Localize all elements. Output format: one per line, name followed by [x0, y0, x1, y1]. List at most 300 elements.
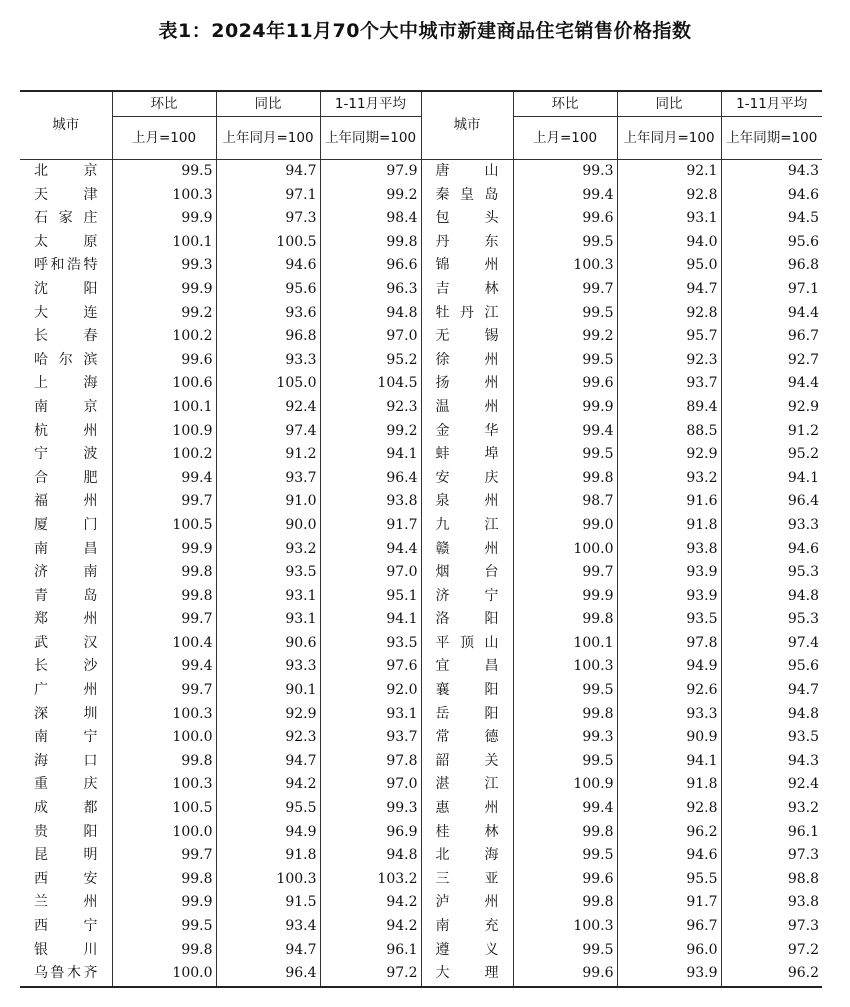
left-yoy-cell: 105.0 — [216, 372, 320, 396]
table-title: 表1：2024年11月70个大中城市新建商品住宅销售价格指数 — [158, 20, 692, 42]
header-yoy-base-left: 上年同月=100 — [216, 117, 320, 160]
right-avg-cell: 95.6 — [721, 231, 822, 255]
left-yoy-cell: 92.3 — [216, 726, 320, 750]
left-city-cell: 郑州 — [20, 608, 112, 632]
right-yoy-cell: 96.7 — [617, 915, 721, 939]
table-row — [20, 915, 822, 939]
table-row — [20, 939, 822, 963]
left-mom-cell: 99.9 — [112, 207, 216, 231]
left-yoy-cell: 93.3 — [216, 349, 320, 373]
left-mom-cell: 100.9 — [112, 420, 216, 444]
right-city-cell: 惠州 — [421, 797, 513, 821]
header-mom-left: 环比 — [112, 91, 216, 117]
header-city-left: 城市 — [20, 91, 112, 160]
left-yoy-cell: 94.2 — [216, 773, 320, 797]
right-avg-cell: 96.8 — [721, 254, 822, 278]
right-mom-cell: 99.2 — [513, 325, 617, 349]
left-yoy-cell: 96.8 — [216, 325, 320, 349]
left-city-cell: 哈尔滨 — [20, 349, 112, 373]
right-city-cell: 常德 — [421, 726, 513, 750]
right-yoy-cell: 93.9 — [617, 962, 721, 987]
left-mom-cell: 100.3 — [112, 703, 216, 727]
right-mom-cell: 99.6 — [513, 207, 617, 231]
left-avg-cell: 96.9 — [320, 821, 421, 845]
right-mom-cell: 99.5 — [513, 844, 617, 868]
right-mom-cell: 99.8 — [513, 608, 617, 632]
right-mom-cell: 99.8 — [513, 891, 617, 915]
table-row — [20, 420, 822, 444]
right-city-cell: 温州 — [421, 396, 513, 420]
left-mom-cell: 99.7 — [112, 608, 216, 632]
header-yoy-base-right: 上年同月=100 — [617, 117, 721, 160]
right-avg-cell: 97.4 — [721, 632, 822, 656]
left-avg-cell: 96.4 — [320, 467, 421, 491]
left-mom-cell: 100.5 — [112, 797, 216, 821]
right-yoy-cell: 92.8 — [617, 302, 721, 326]
table-row — [20, 160, 822, 184]
left-avg-cell: 94.1 — [320, 608, 421, 632]
right-yoy-cell: 92.8 — [617, 797, 721, 821]
right-city-cell: 唐山 — [421, 160, 513, 184]
left-city-cell: 太原 — [20, 231, 112, 255]
left-avg-cell: 93.5 — [320, 632, 421, 656]
right-city-cell: 北海 — [421, 844, 513, 868]
left-yoy-cell: 93.3 — [216, 655, 320, 679]
right-city-cell: 徐州 — [421, 349, 513, 373]
left-yoy-cell: 94.6 — [216, 254, 320, 278]
left-mom-cell: 100.1 — [112, 396, 216, 420]
left-mom-cell: 99.8 — [112, 750, 216, 774]
right-city-cell: 襄阳 — [421, 679, 513, 703]
right-city-cell: 桂林 — [421, 821, 513, 845]
left-mom-cell: 100.2 — [112, 325, 216, 349]
right-yoy-cell: 93.8 — [617, 538, 721, 562]
right-avg-cell: 93.5 — [721, 726, 822, 750]
right-avg-cell: 97.3 — [721, 915, 822, 939]
table-row — [20, 396, 822, 420]
left-avg-cell: 95.2 — [320, 349, 421, 373]
right-mom-cell: 99.6 — [513, 372, 617, 396]
left-yoy-cell: 90.0 — [216, 514, 320, 538]
right-mom-cell: 99.5 — [513, 231, 617, 255]
left-mom-cell: 100.4 — [112, 632, 216, 656]
left-city-cell: 兰州 — [20, 891, 112, 915]
right-yoy-cell: 94.0 — [617, 231, 721, 255]
right-avg-cell: 95.6 — [721, 655, 822, 679]
right-city-cell: 牡丹江 — [421, 302, 513, 326]
left-mom-cell: 99.5 — [112, 915, 216, 939]
right-avg-cell: 92.7 — [721, 349, 822, 373]
right-avg-cell: 94.6 — [721, 184, 822, 208]
right-avg-cell: 92.4 — [721, 773, 822, 797]
left-avg-cell: 98.4 — [320, 207, 421, 231]
right-mom-cell: 100.3 — [513, 254, 617, 278]
left-mom-cell: 99.6 — [112, 349, 216, 373]
right-city-cell: 泸州 — [421, 891, 513, 915]
left-yoy-cell: 97.3 — [216, 207, 320, 231]
right-mom-cell: 99.3 — [513, 726, 617, 750]
table-header — [20, 91, 822, 160]
right-avg-cell: 96.7 — [721, 325, 822, 349]
right-yoy-cell: 94.9 — [617, 655, 721, 679]
left-yoy-cell: 93.6 — [216, 302, 320, 326]
right-avg-cell: 94.8 — [721, 703, 822, 727]
right-city-cell: 平顶山 — [421, 632, 513, 656]
right-yoy-cell: 93.5 — [617, 608, 721, 632]
right-yoy-cell: 95.7 — [617, 325, 721, 349]
table-row — [20, 278, 822, 302]
left-city-cell: 大连 — [20, 302, 112, 326]
table-row — [20, 962, 822, 987]
left-yoy-cell: 90.6 — [216, 632, 320, 656]
right-mom-cell: 99.9 — [513, 585, 617, 609]
right-mom-cell: 98.7 — [513, 490, 617, 514]
right-avg-cell: 95.3 — [721, 608, 822, 632]
left-city-cell: 南昌 — [20, 538, 112, 562]
table-row — [20, 585, 822, 609]
left-avg-cell: 92.3 — [320, 396, 421, 420]
left-avg-cell: 97.9 — [320, 160, 421, 184]
left-yoy-cell: 95.6 — [216, 278, 320, 302]
left-avg-cell: 94.1 — [320, 443, 421, 467]
left-yoy-cell: 93.4 — [216, 915, 320, 939]
table-row — [20, 750, 822, 774]
left-avg-cell: 94.2 — [320, 891, 421, 915]
header-mom-base-left: 上月=100 — [112, 117, 216, 160]
right-mom-cell: 100.3 — [513, 915, 617, 939]
right-yoy-cell: 91.6 — [617, 490, 721, 514]
table-row — [20, 608, 822, 632]
table-row — [20, 703, 822, 727]
table-row — [20, 467, 822, 491]
left-yoy-cell: 94.7 — [216, 160, 320, 184]
left-city-cell: 呼和浩特 — [20, 254, 112, 278]
left-yoy-cell: 96.4 — [216, 962, 320, 987]
right-city-cell: 扬州 — [421, 372, 513, 396]
right-yoy-cell: 96.2 — [617, 821, 721, 845]
right-mom-cell: 99.9 — [513, 396, 617, 420]
left-city-cell: 合肥 — [20, 467, 112, 491]
right-avg-cell: 94.4 — [721, 302, 822, 326]
table-row — [20, 561, 822, 585]
right-mom-cell: 99.5 — [513, 939, 617, 963]
table-row — [20, 302, 822, 326]
right-avg-cell: 94.7 — [721, 679, 822, 703]
left-city-cell: 成都 — [20, 797, 112, 821]
left-city-cell: 银川 — [20, 939, 112, 963]
header-avg-left: 1-11月平均 — [320, 91, 421, 117]
right-avg-cell: 94.3 — [721, 160, 822, 184]
left-city-cell: 沈阳 — [20, 278, 112, 302]
right-yoy-cell: 91.8 — [617, 514, 721, 538]
right-mom-cell: 100.9 — [513, 773, 617, 797]
left-yoy-cell: 92.4 — [216, 396, 320, 420]
table-row — [20, 538, 822, 562]
right-mom-cell: 99.8 — [513, 703, 617, 727]
table-row — [20, 868, 822, 892]
table-row — [20, 797, 822, 821]
left-avg-cell: 94.8 — [320, 844, 421, 868]
left-avg-cell: 94.8 — [320, 302, 421, 326]
right-yoy-cell: 93.2 — [617, 467, 721, 491]
right-avg-cell: 93.3 — [721, 514, 822, 538]
table-row — [20, 514, 822, 538]
left-mom-cell: 99.9 — [112, 278, 216, 302]
left-yoy-cell: 94.7 — [216, 750, 320, 774]
price-index-table — [20, 90, 822, 988]
left-mom-cell: 99.8 — [112, 868, 216, 892]
left-avg-cell: 97.8 — [320, 750, 421, 774]
left-mom-cell: 99.7 — [112, 490, 216, 514]
left-yoy-cell: 93.5 — [216, 561, 320, 585]
right-city-cell: 吉林 — [421, 278, 513, 302]
right-city-cell: 赣州 — [421, 538, 513, 562]
right-city-cell: 韶关 — [421, 750, 513, 774]
right-yoy-cell: 95.0 — [617, 254, 721, 278]
right-city-cell: 蚌埠 — [421, 443, 513, 467]
left-city-cell: 武汉 — [20, 632, 112, 656]
left-city-cell: 乌鲁木齐 — [20, 962, 112, 987]
right-yoy-cell: 91.7 — [617, 891, 721, 915]
left-yoy-cell: 94.9 — [216, 821, 320, 845]
left-city-cell: 广州 — [20, 679, 112, 703]
left-mom-cell: 99.5 — [112, 160, 216, 184]
left-mom-cell: 99.8 — [112, 939, 216, 963]
table-row — [20, 207, 822, 231]
right-mom-cell: 99.7 — [513, 278, 617, 302]
right-yoy-cell: 93.7 — [617, 372, 721, 396]
right-yoy-cell: 92.3 — [617, 349, 721, 373]
left-avg-cell: 93.1 — [320, 703, 421, 727]
right-yoy-cell: 91.8 — [617, 773, 721, 797]
right-avg-cell: 91.2 — [721, 420, 822, 444]
right-avg-cell: 95.3 — [721, 561, 822, 585]
right-city-cell: 烟台 — [421, 561, 513, 585]
left-city-cell: 深圳 — [20, 703, 112, 727]
left-avg-cell: 104.5 — [320, 372, 421, 396]
table-row — [20, 254, 822, 278]
table-body — [20, 160, 822, 987]
left-avg-cell: 92.0 — [320, 679, 421, 703]
left-mom-cell: 99.8 — [112, 561, 216, 585]
right-city-cell: 无锡 — [421, 325, 513, 349]
right-city-cell: 宜昌 — [421, 655, 513, 679]
table-row — [20, 679, 822, 703]
right-yoy-cell: 92.1 — [617, 160, 721, 184]
table-row — [20, 821, 822, 845]
table-row — [20, 632, 822, 656]
right-avg-cell: 93.2 — [721, 797, 822, 821]
table-row — [20, 490, 822, 514]
header-yoy-right: 同比 — [617, 91, 721, 117]
left-avg-cell: 96.6 — [320, 254, 421, 278]
right-avg-cell: 94.4 — [721, 372, 822, 396]
right-avg-cell: 93.8 — [721, 891, 822, 915]
right-city-cell: 泉州 — [421, 490, 513, 514]
left-yoy-cell: 93.2 — [216, 538, 320, 562]
right-avg-cell: 97.3 — [721, 844, 822, 868]
left-mom-cell: 100.2 — [112, 443, 216, 467]
left-avg-cell: 99.2 — [320, 184, 421, 208]
left-avg-cell: 97.0 — [320, 773, 421, 797]
right-mom-cell: 99.7 — [513, 561, 617, 585]
right-yoy-cell: 88.5 — [617, 420, 721, 444]
right-mom-cell: 99.8 — [513, 821, 617, 845]
right-city-cell: 洛阳 — [421, 608, 513, 632]
left-mom-cell: 99.4 — [112, 467, 216, 491]
left-avg-cell: 91.7 — [320, 514, 421, 538]
left-city-cell: 天津 — [20, 184, 112, 208]
left-avg-cell: 93.8 — [320, 490, 421, 514]
right-city-cell: 遵义 — [421, 939, 513, 963]
left-avg-cell: 99.2 — [320, 420, 421, 444]
left-avg-cell: 99.8 — [320, 231, 421, 255]
left-city-cell: 北京 — [20, 160, 112, 184]
left-mom-cell: 100.1 — [112, 231, 216, 255]
left-avg-cell: 94.4 — [320, 538, 421, 562]
right-yoy-cell: 95.5 — [617, 868, 721, 892]
right-avg-cell: 94.3 — [721, 750, 822, 774]
table-row — [20, 773, 822, 797]
right-mom-cell: 99.4 — [513, 797, 617, 821]
left-mom-cell: 100.3 — [112, 773, 216, 797]
left-mom-cell: 99.7 — [112, 844, 216, 868]
left-yoy-cell: 100.5 — [216, 231, 320, 255]
table-row — [20, 844, 822, 868]
left-mom-cell: 100.3 — [112, 184, 216, 208]
left-avg-cell: 97.6 — [320, 655, 421, 679]
right-yoy-cell: 89.4 — [617, 396, 721, 420]
left-yoy-cell: 93.7 — [216, 467, 320, 491]
left-avg-cell: 93.7 — [320, 726, 421, 750]
left-avg-cell: 97.2 — [320, 962, 421, 987]
left-mom-cell: 100.0 — [112, 821, 216, 845]
left-yoy-cell: 92.9 — [216, 703, 320, 727]
left-city-cell: 长沙 — [20, 655, 112, 679]
right-avg-cell: 97.2 — [721, 939, 822, 963]
right-avg-cell: 98.8 — [721, 868, 822, 892]
left-city-cell: 西安 — [20, 868, 112, 892]
right-yoy-cell: 94.7 — [617, 278, 721, 302]
right-city-cell: 大理 — [421, 962, 513, 987]
right-mom-cell: 100.1 — [513, 632, 617, 656]
right-city-cell: 南充 — [421, 915, 513, 939]
left-yoy-cell: 100.3 — [216, 868, 320, 892]
right-yoy-cell: 92.9 — [617, 443, 721, 467]
right-avg-cell: 94.6 — [721, 538, 822, 562]
right-mom-cell: 99.3 — [513, 160, 617, 184]
right-city-cell: 岳阳 — [421, 703, 513, 727]
right-yoy-cell: 97.8 — [617, 632, 721, 656]
right-mom-cell: 99.4 — [513, 184, 617, 208]
right-avg-cell: 96.4 — [721, 490, 822, 514]
table-row — [20, 372, 822, 396]
right-city-cell: 湛江 — [421, 773, 513, 797]
left-mom-cell: 99.7 — [112, 679, 216, 703]
right-mom-cell: 99.6 — [513, 962, 617, 987]
right-avg-cell: 96.2 — [721, 962, 822, 987]
left-city-cell: 济南 — [20, 561, 112, 585]
left-yoy-cell: 97.1 — [216, 184, 320, 208]
left-yoy-cell: 91.5 — [216, 891, 320, 915]
right-yoy-cell: 93.9 — [617, 561, 721, 585]
right-mom-cell: 99.6 — [513, 868, 617, 892]
left-yoy-cell: 94.7 — [216, 939, 320, 963]
left-city-cell: 昆明 — [20, 844, 112, 868]
right-avg-cell: 97.1 — [721, 278, 822, 302]
right-yoy-cell: 93.3 — [617, 703, 721, 727]
right-city-cell: 丹东 — [421, 231, 513, 255]
right-mom-cell: 99.5 — [513, 302, 617, 326]
left-city-cell: 厦门 — [20, 514, 112, 538]
table-row — [20, 726, 822, 750]
right-yoy-cell: 93.1 — [617, 207, 721, 231]
right-mom-cell: 99.8 — [513, 467, 617, 491]
table-row — [20, 325, 822, 349]
right-mom-cell: 99.5 — [513, 349, 617, 373]
table-row — [20, 231, 822, 255]
right-avg-cell: 94.8 — [721, 585, 822, 609]
right-mom-cell: 100.3 — [513, 655, 617, 679]
left-city-cell: 南宁 — [20, 726, 112, 750]
right-yoy-cell: 90.9 — [617, 726, 721, 750]
table-row — [20, 184, 822, 208]
left-city-cell: 宁波 — [20, 443, 112, 467]
left-yoy-cell: 93.1 — [216, 585, 320, 609]
right-mom-cell: 100.0 — [513, 538, 617, 562]
table-row — [20, 349, 822, 373]
right-mom-cell: 99.4 — [513, 420, 617, 444]
right-avg-cell: 94.1 — [721, 467, 822, 491]
right-yoy-cell: 94.1 — [617, 750, 721, 774]
left-yoy-cell: 91.8 — [216, 844, 320, 868]
right-avg-cell: 95.2 — [721, 443, 822, 467]
left-yoy-cell: 93.1 — [216, 608, 320, 632]
table-row — [20, 655, 822, 679]
left-avg-cell: 97.0 — [320, 561, 421, 585]
left-city-cell: 海口 — [20, 750, 112, 774]
right-avg-cell: 92.9 — [721, 396, 822, 420]
right-mom-cell: 99.5 — [513, 443, 617, 467]
left-yoy-cell: 90.1 — [216, 679, 320, 703]
header-yoy-left: 同比 — [216, 91, 320, 117]
right-city-cell: 三亚 — [421, 868, 513, 892]
left-mom-cell: 100.5 — [112, 514, 216, 538]
left-city-cell: 上海 — [20, 372, 112, 396]
header-avg-base-right: 上年同期=100 — [721, 117, 822, 160]
right-city-cell: 安庆 — [421, 467, 513, 491]
left-yoy-cell: 95.5 — [216, 797, 320, 821]
header-avg-right: 1-11月平均 — [721, 91, 822, 117]
header-mom-right: 环比 — [513, 91, 617, 117]
left-avg-cell: 96.3 — [320, 278, 421, 302]
left-mom-cell: 99.9 — [112, 538, 216, 562]
right-yoy-cell: 94.6 — [617, 844, 721, 868]
table-row — [20, 891, 822, 915]
left-mom-cell: 100.6 — [112, 372, 216, 396]
right-city-cell: 济宁 — [421, 585, 513, 609]
left-mom-cell: 99.2 — [112, 302, 216, 326]
left-mom-cell: 100.0 — [112, 962, 216, 987]
left-city-cell: 贵阳 — [20, 821, 112, 845]
right-mom-cell: 99.0 — [513, 514, 617, 538]
left-city-cell: 青岛 — [20, 585, 112, 609]
header-mom-base-right: 上月=100 — [513, 117, 617, 160]
table-row — [20, 443, 822, 467]
left-city-cell: 长春 — [20, 325, 112, 349]
left-mom-cell: 99.3 — [112, 254, 216, 278]
left-mom-cell: 99.4 — [112, 655, 216, 679]
